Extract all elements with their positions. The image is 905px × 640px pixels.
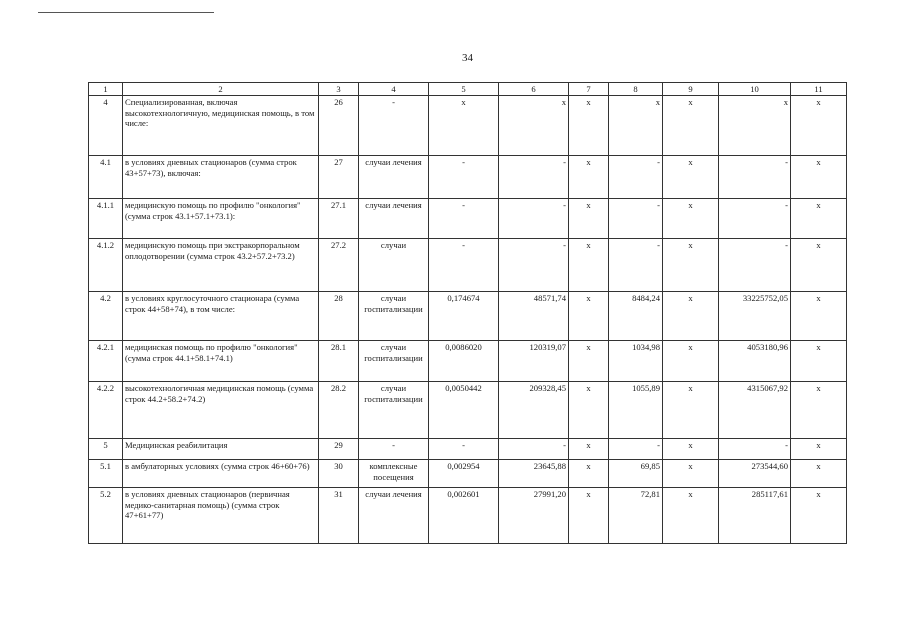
- table-cell-col-9: x: [663, 382, 719, 439]
- table-cell-col-4: случаи госпитализации: [359, 382, 429, 439]
- table-cell-col-11: x: [791, 199, 847, 239]
- table-cell-col-1: 5.2: [89, 488, 123, 544]
- table-cell-col-1: 4.1: [89, 156, 123, 199]
- table-cell-col-2: Медицинская реабилитация: [123, 439, 319, 460]
- column-number: 4: [359, 83, 429, 96]
- table-cell-col-4: случаи лечения: [359, 156, 429, 199]
- table-cell-col-8: -: [609, 239, 663, 292]
- table-cell-col-3: 28.1: [319, 341, 359, 382]
- table-cell-col-5: -: [429, 439, 499, 460]
- table-cell-col-3: 27.2: [319, 239, 359, 292]
- table-cell-col-1: 4.2.1: [89, 341, 123, 382]
- column-number: 11: [791, 83, 847, 96]
- table-cell-col-3: 28.2: [319, 382, 359, 439]
- table-cell-col-8: 72,81: [609, 488, 663, 544]
- table-cell-col-11: x: [791, 382, 847, 439]
- table-cell-col-4: -: [359, 439, 429, 460]
- table-cell-col-9: x: [663, 199, 719, 239]
- column-number: 7: [569, 83, 609, 96]
- column-number: 5: [429, 83, 499, 96]
- table-cell-col-11: x: [791, 460, 847, 488]
- column-number: 8: [609, 83, 663, 96]
- table-cell-col-4: случаи госпитализации: [359, 292, 429, 341]
- table-cell-col-5: -: [429, 199, 499, 239]
- table-cell-col-9: x: [663, 156, 719, 199]
- table-cell-col-8: x: [609, 96, 663, 156]
- table-cell-col-5: 0,002954: [429, 460, 499, 488]
- column-number: 10: [719, 83, 791, 96]
- table-cell-col-3: 30: [319, 460, 359, 488]
- table-cell-col-5: -: [429, 156, 499, 199]
- top-rule: [38, 12, 214, 13]
- table-cell-col-10: 4315067,92: [719, 382, 791, 439]
- table-cell-col-7: x: [569, 156, 609, 199]
- table-row: [89, 156, 847, 199]
- table-cell-col-7: x: [569, 382, 609, 439]
- data-table: [88, 82, 847, 544]
- table-cell-col-2: в условиях дневных стационаров (первичная медико-санитарная помощь) (сумма строк 47+61+77): [123, 488, 319, 544]
- table-cell-col-2: в амбулаторных условиях (сумма строк 46+60+76): [123, 460, 319, 488]
- table-cell-col-9: x: [663, 460, 719, 488]
- table-cell-col-6: 48571,74: [499, 292, 569, 341]
- table-cell-col-6: 209328,45: [499, 382, 569, 439]
- table-cell-col-10: 33225752,05: [719, 292, 791, 341]
- table-cell-col-3: 27.1: [319, 199, 359, 239]
- table-cell-col-4: случаи госпитализации: [359, 341, 429, 382]
- table-row: [89, 292, 847, 341]
- table-cell-col-1: 4.1.2: [89, 239, 123, 292]
- table-cell-col-6: 23645,88: [499, 460, 569, 488]
- table-cell-col-2: в условиях дневных стационаров (сумма строк 43+57+73), включая:: [123, 156, 319, 199]
- table-cell-col-7: x: [569, 488, 609, 544]
- column-number: 9: [663, 83, 719, 96]
- column-number: 1: [89, 83, 123, 96]
- table-cell-col-10: 273544,60: [719, 460, 791, 488]
- table-cell-col-1: 4.2: [89, 292, 123, 341]
- table-cell-col-3: 29: [319, 439, 359, 460]
- column-number: 6: [499, 83, 569, 96]
- table-cell-col-4: случаи: [359, 239, 429, 292]
- table-cell-col-2: медицинская помощь по профилю "онкология" (сумма строк 44.1+58.1+74.1): [123, 341, 319, 382]
- table-cell-col-3: 26: [319, 96, 359, 156]
- table-cell-col-1: 4.2.2: [89, 382, 123, 439]
- table-cell-col-11: x: [791, 292, 847, 341]
- table-row: [89, 96, 847, 156]
- table-row: [89, 460, 847, 488]
- table-header-row: [89, 83, 847, 96]
- table-row: [89, 439, 847, 460]
- table-cell-col-4: -: [359, 96, 429, 156]
- table-cell-col-10: -: [719, 439, 791, 460]
- table-cell-col-6: -: [499, 156, 569, 199]
- column-number: 3: [319, 83, 359, 96]
- table-cell-col-8: -: [609, 156, 663, 199]
- table-cell-col-2: высокотехнологичная медицинская помощь (сумма строк 44.2+58.2+74.2): [123, 382, 319, 439]
- table-cell-col-9: x: [663, 239, 719, 292]
- table-cell-col-10: 285117,61: [719, 488, 791, 544]
- table-cell-col-9: x: [663, 488, 719, 544]
- page-number: 34: [462, 52, 473, 64]
- table-cell-col-3: 28: [319, 292, 359, 341]
- table-row: [89, 199, 847, 239]
- table-cell-col-9: x: [663, 341, 719, 382]
- table-cell-col-11: x: [791, 239, 847, 292]
- table-cell-col-11: x: [791, 341, 847, 382]
- table-row: [89, 382, 847, 439]
- table-cell-col-8: -: [609, 439, 663, 460]
- table-cell-col-4: случаи лечения: [359, 199, 429, 239]
- table-cell-col-3: 27: [319, 156, 359, 199]
- table-cell-col-11: x: [791, 439, 847, 460]
- table-cell-col-7: x: [569, 199, 609, 239]
- table-cell-col-11: x: [791, 488, 847, 544]
- table-cell-col-8: 1055,89: [609, 382, 663, 439]
- table-row: [89, 239, 847, 292]
- table-cell-col-8: 1034,98: [609, 341, 663, 382]
- table-cell-col-7: x: [569, 460, 609, 488]
- table-cell-col-5: 0,002601: [429, 488, 499, 544]
- table-cell-col-10: -: [719, 239, 791, 292]
- table-cell-col-8: 8484,24: [609, 292, 663, 341]
- table-cell-col-1: 4: [89, 96, 123, 156]
- column-number: 2: [123, 83, 319, 96]
- table-cell-col-7: x: [569, 439, 609, 460]
- table-cell-col-5: 0,0086020: [429, 341, 499, 382]
- table-cell-col-1: 4.1.1: [89, 199, 123, 239]
- table-cell-col-2: медицинскую помощь по профилю "онкология" (сумма строк 43.1+57.1+73.1):: [123, 199, 319, 239]
- table-cell-col-4: случаи лечения: [359, 488, 429, 544]
- table-cell-col-10: x: [719, 96, 791, 156]
- table-cell-col-7: x: [569, 292, 609, 341]
- table-cell-col-6: -: [499, 239, 569, 292]
- table-cell-col-9: x: [663, 292, 719, 341]
- table-cell-col-6: 120319,07: [499, 341, 569, 382]
- table-cell-col-2: в условиях круглосуточного стационара (сумма строк 44+58+74), в том числе:: [123, 292, 319, 341]
- table-cell-col-11: x: [791, 156, 847, 199]
- table-cell-col-5: 0,174674: [429, 292, 499, 341]
- table-cell-col-1: 5: [89, 439, 123, 460]
- table-cell-col-2: Специализированная, включая высокотехнологичную, медицинская помощь, в том числе:: [123, 96, 319, 156]
- table-cell-col-8: -: [609, 199, 663, 239]
- table-cell-col-11: x: [791, 96, 847, 156]
- table-cell-col-5: 0,0050442: [429, 382, 499, 439]
- table-cell-col-1: 5.1: [89, 460, 123, 488]
- table-cell-col-9: x: [663, 96, 719, 156]
- table-cell-col-6: x: [499, 96, 569, 156]
- table-cell-col-10: -: [719, 156, 791, 199]
- table-row: [89, 488, 847, 544]
- table-cell-col-3: 31: [319, 488, 359, 544]
- table-cell-col-6: -: [499, 199, 569, 239]
- table-cell-col-9: x: [663, 439, 719, 460]
- table-cell-col-7: x: [569, 96, 609, 156]
- table-cell-col-5: x: [429, 96, 499, 156]
- table-cell-col-6: -: [499, 439, 569, 460]
- table-cell-col-6: 27991,20: [499, 488, 569, 544]
- table-row: [89, 341, 847, 382]
- table-cell-col-4: комплексные посещения: [359, 460, 429, 488]
- table-cell-col-7: x: [569, 341, 609, 382]
- table-cell-col-10: -: [719, 199, 791, 239]
- table-cell-col-5: -: [429, 239, 499, 292]
- table-cell-col-8: 69,85: [609, 460, 663, 488]
- table-cell-col-7: x: [569, 239, 609, 292]
- table-cell-col-2: медицинскую помощь при экстракорпоральном оплодотворении (сумма строк 43.2+57.2+73.2): [123, 239, 319, 292]
- table-cell-col-10: 4053180,96: [719, 341, 791, 382]
